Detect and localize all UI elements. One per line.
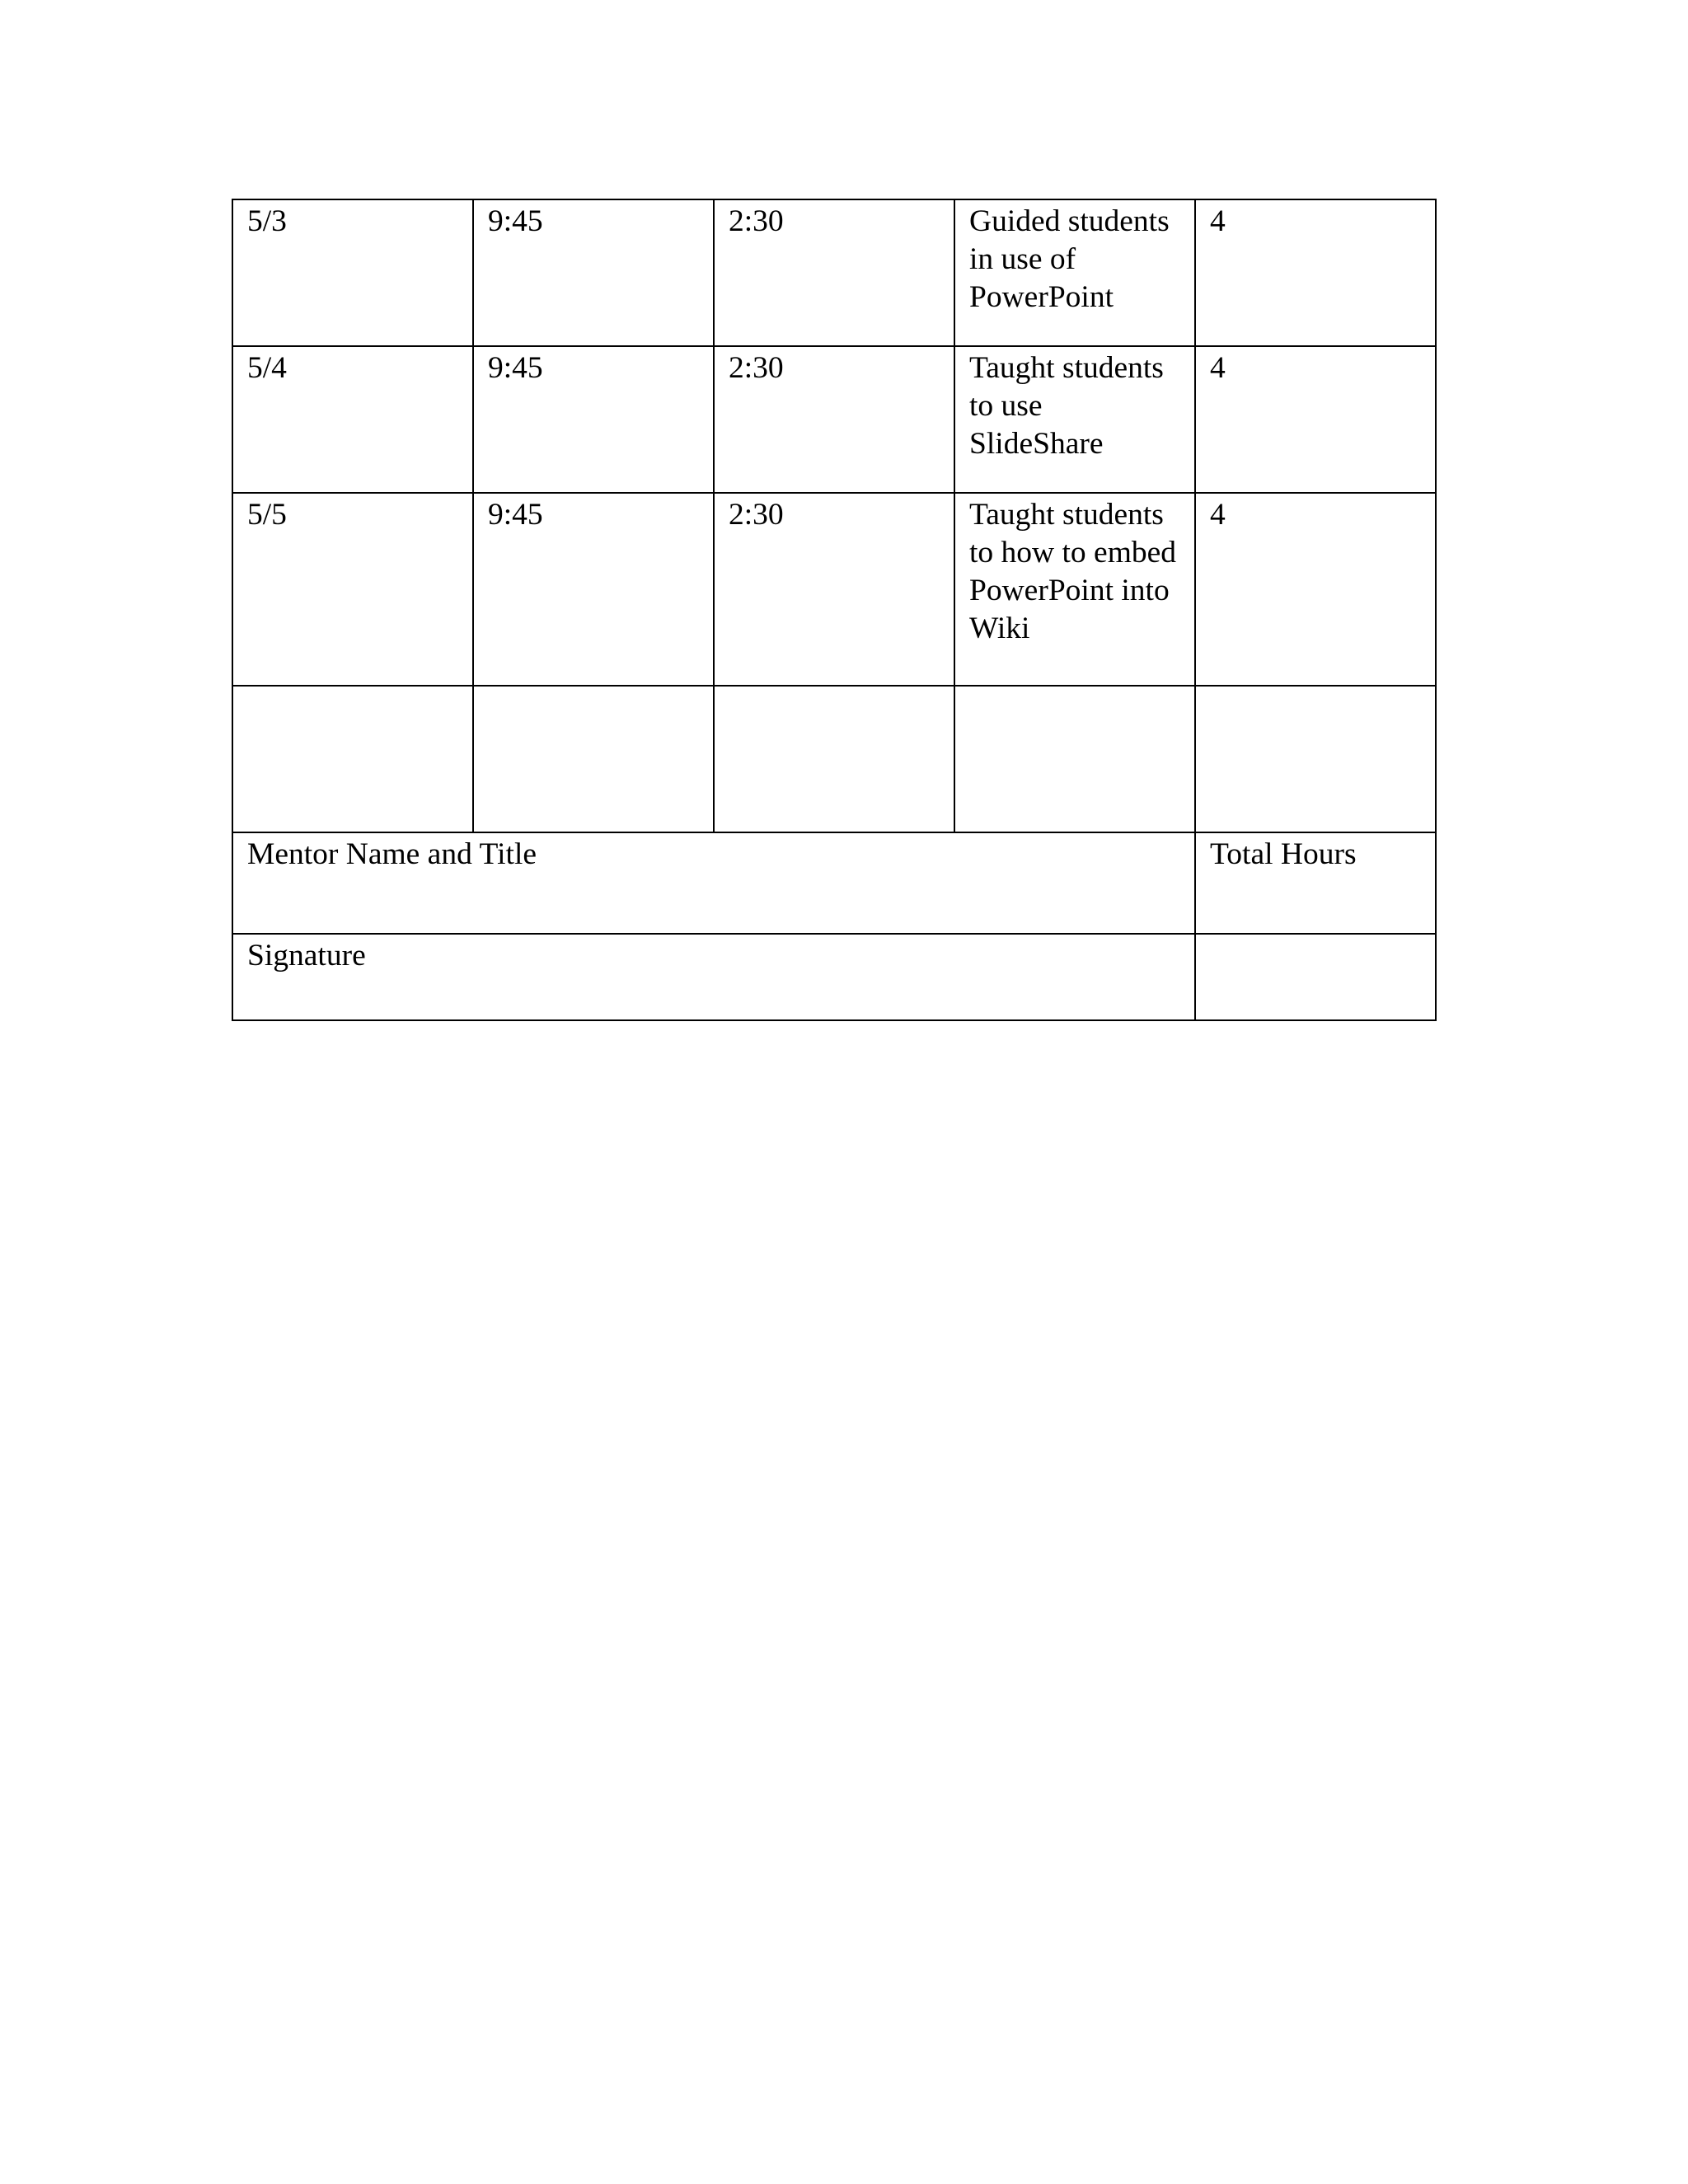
table-row bbox=[232, 493, 1436, 686]
mentor-row bbox=[232, 832, 1436, 934]
start-time-cell bbox=[473, 686, 714, 832]
signature-cell: Signature bbox=[232, 934, 1195, 1020]
end-time-cell: 2:30 bbox=[714, 493, 954, 686]
activity-cell bbox=[954, 686, 1195, 832]
date-cell: 5/4 bbox=[232, 346, 473, 493]
hours-cell: 4 bbox=[1195, 346, 1436, 493]
table-row bbox=[232, 346, 1436, 493]
hours-cell: 4 bbox=[1195, 199, 1436, 346]
start-time-cell: 9:45 bbox=[473, 199, 714, 346]
hours-cell bbox=[1195, 686, 1436, 832]
date-cell: 5/3 bbox=[232, 199, 473, 346]
start-time-cell: 9:45 bbox=[473, 493, 714, 686]
hours-cell: 4 bbox=[1195, 493, 1436, 686]
start-time-cell: 9:45 bbox=[473, 346, 714, 493]
activity-cell: Taught students to use SlideShare bbox=[954, 346, 1195, 493]
end-time-cell: 2:30 bbox=[714, 346, 954, 493]
hours-log-table bbox=[232, 199, 1437, 1021]
signature-row bbox=[232, 934, 1436, 1020]
total-hours-value-cell bbox=[1195, 934, 1436, 1020]
end-time-cell bbox=[714, 686, 954, 832]
table-row bbox=[232, 686, 1436, 832]
activity-cell: Taught students to how to embed PowerPoint into Wiki bbox=[954, 493, 1195, 686]
end-time-cell: 2:30 bbox=[714, 199, 954, 346]
date-cell bbox=[232, 686, 473, 832]
table-row bbox=[232, 199, 1436, 346]
total-hours-label-cell: Total Hours bbox=[1195, 832, 1436, 934]
date-cell: 5/5 bbox=[232, 493, 473, 686]
mentor-name-title-cell: Mentor Name and Title bbox=[232, 832, 1195, 934]
activity-cell: Guided students in use of PowerPoint bbox=[954, 199, 1195, 346]
